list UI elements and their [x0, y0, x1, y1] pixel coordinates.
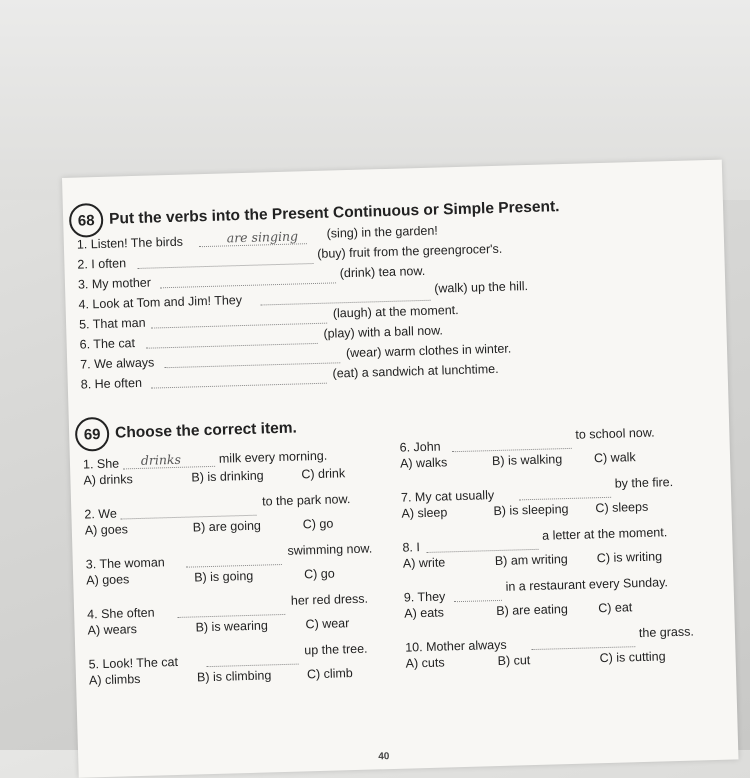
option-c[interactable]: C) drink: [301, 466, 346, 482]
question-stem: 7. My cat usually: [400, 488, 495, 505]
option-b[interactable]: B) are eating: [496, 602, 569, 619]
answer-blank: [454, 600, 502, 602]
question-stem: 1. She: [82, 456, 120, 472]
question-stem: 3. The woman: [85, 555, 165, 572]
ex68-item-stem: 6. The cat: [79, 336, 136, 352]
ex68-item-verb: (play) with a ball now.: [323, 323, 444, 341]
option-c[interactable]: C) wear: [305, 616, 350, 632]
option-a[interactable]: A) eats: [404, 605, 445, 621]
option-c[interactable]: C) is writing: [596, 549, 663, 566]
exercise-68-number: 68: [69, 203, 104, 238]
option-a[interactable]: A) walks: [399, 455, 448, 471]
option-b[interactable]: B) is climbing: [196, 668, 272, 685]
question-tail: milk every morning.: [218, 448, 328, 466]
option-b[interactable]: B) is drinking: [191, 468, 264, 485]
answer-blank: [164, 362, 340, 368]
question-tail: by the fire.: [614, 475, 674, 491]
page-number: 40: [378, 751, 390, 763]
option-a[interactable]: A) cuts: [405, 655, 445, 671]
ex68-item-stem: 2. I often: [77, 256, 127, 272]
answer-blank: [207, 664, 299, 668]
question-tail: in a restaurant every Sunday.: [505, 575, 669, 594]
option-a[interactable]: A) goes: [86, 572, 130, 588]
exercise-68-title: Put the verbs into the Present Continuous or Simple Present.: [108, 198, 560, 228]
ex68-item-verb: (laugh) at the moment.: [332, 302, 459, 321]
question-answer: drinks: [140, 451, 182, 468]
question-stem: 2. We: [84, 506, 118, 522]
answer-blank: [160, 282, 336, 288]
option-b[interactable]: B) is wearing: [195, 618, 269, 635]
option-b[interactable]: B) cut: [497, 653, 531, 669]
ex68-item-verb: (walk) up the hill.: [434, 279, 529, 296]
ex68-item-stem: 8. He often: [80, 375, 143, 392]
ex69-question-10: [405, 624, 716, 685]
option-a[interactable]: A) drinks: [83, 472, 133, 488]
option-c[interactable]: C) go: [303, 566, 335, 582]
option-c[interactable]: C) go: [302, 516, 334, 532]
ex68-item-verb: (wear) warm clothes in winter.: [345, 341, 512, 361]
answer-blank: [531, 646, 635, 650]
option-a[interactable]: A) sleep: [401, 505, 448, 521]
question-tail: a letter at the moment.: [541, 525, 668, 543]
question-tail: to the park now.: [261, 492, 351, 509]
exercise-69-header: [75, 412, 298, 452]
ex68-item-stem: 5. That man: [78, 315, 146, 332]
ex68-item-answer: are singing: [226, 228, 299, 246]
option-b[interactable]: B) is sleeping: [493, 501, 569, 519]
ex68-item-stem: 3. My mother: [77, 275, 152, 292]
question-tail: her red dress.: [290, 591, 369, 608]
ex68-item-verb: (buy) fruit from the greengrocer's.: [317, 241, 503, 261]
option-b[interactable]: B) am writing: [494, 552, 568, 569]
ex68-item-stem: 4. Look at Tom and Jim! They: [78, 293, 243, 312]
question-stem: 4. She often: [87, 605, 155, 622]
answer-blank: [186, 564, 282, 568]
question-tail: up the tree.: [304, 641, 368, 658]
option-c[interactable]: C) eat: [598, 600, 633, 616]
question-tail: the grass.: [638, 624, 694, 641]
answer-blank: [138, 263, 314, 269]
ex68-item-stem: 1. Listen! The birds: [76, 234, 184, 252]
question-tail: swimming now.: [287, 541, 373, 558]
ex69-question-5: [88, 641, 399, 702]
question-stem: 10. Mother always: [405, 637, 507, 655]
option-c[interactable]: C) climb: [306, 666, 353, 682]
exercise-69-number: 69: [75, 417, 110, 452]
option-a[interactable]: A) climbs: [88, 672, 141, 688]
option-c[interactable]: C) sleeps: [595, 499, 649, 516]
question-stem: 8. I: [402, 540, 421, 555]
exercise-69-title: Choose the correct item.: [114, 419, 298, 442]
answer-blank: [519, 497, 611, 501]
answer-blank: [151, 323, 327, 329]
ex68-item-verb: (sing) in the garden!: [326, 223, 438, 241]
option-a[interactable]: A) goes: [84, 522, 129, 538]
textbook-page: [62, 160, 738, 778]
question-stem: 9. They: [403, 589, 446, 605]
ex68-item-verb: (eat) a sandwich at lunchtime.: [332, 361, 499, 381]
option-a[interactable]: A) wears: [87, 622, 138, 638]
answer-blank: [177, 614, 285, 618]
answer-blank: [146, 343, 318, 349]
option-c[interactable]: C) walk: [593, 450, 636, 466]
question-tail: to school now.: [575, 425, 655, 442]
option-c[interactable]: C) is cutting: [599, 649, 666, 666]
ex68-item-verb: (drink) tea now.: [339, 263, 426, 281]
option-b[interactable]: B) are going: [192, 518, 262, 535]
option-b[interactable]: B) is going: [194, 568, 254, 585]
option-b[interactable]: B) is walking: [491, 452, 563, 469]
answer-blank: [151, 383, 327, 389]
question-stem: 6. John: [399, 439, 441, 455]
question-stem: 5. Look! The cat: [88, 654, 179, 672]
option-a[interactable]: A) write: [402, 555, 446, 571]
ex68-item-stem: 7. We always: [80, 355, 155, 372]
